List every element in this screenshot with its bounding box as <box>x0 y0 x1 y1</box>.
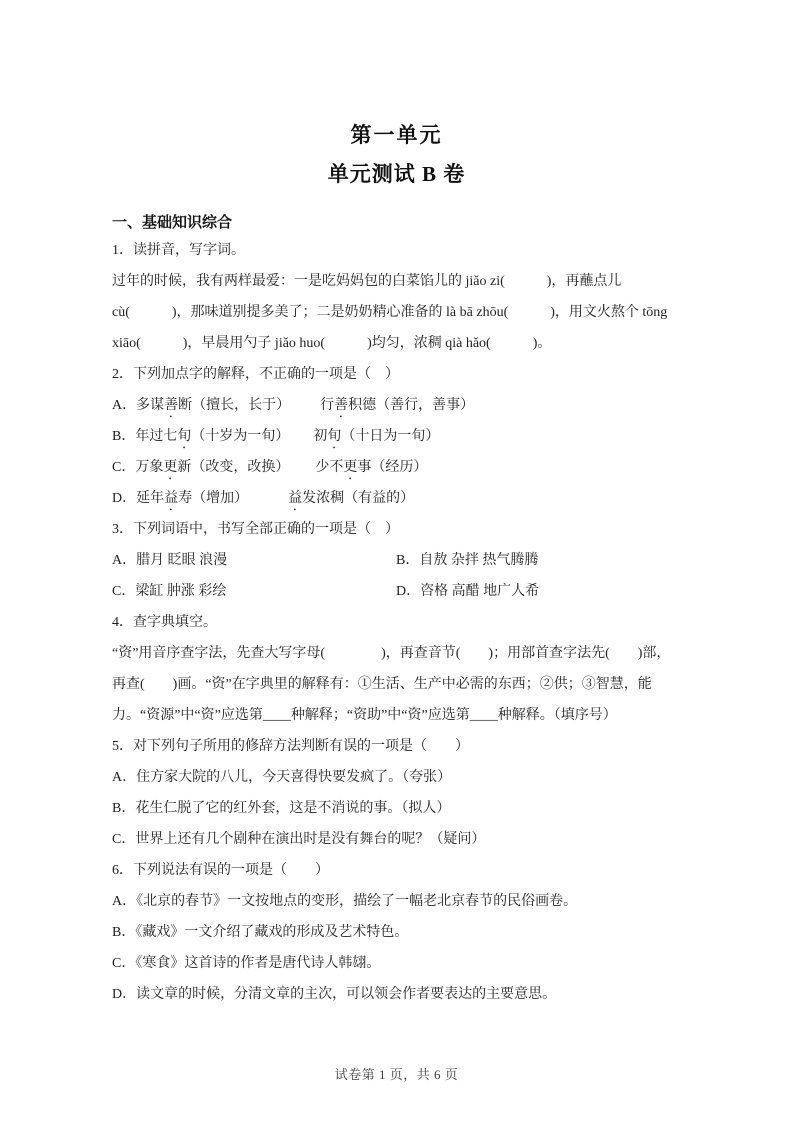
option-cell: B．自敖 杂拌 热气腾腾 <box>396 553 539 568</box>
q1-passage-line1: 过年的时候，我有两样最爱：一是吃妈妈包的白菜馅儿的 jiǎo zi( )，再蘸点儿 <box>112 274 622 289</box>
text-run: 行 <box>320 398 335 413</box>
emphasis-dot-char: 旬 <box>327 429 342 444</box>
q6-option-b: B．《藏戏》一文介绍了藏戏的形成及艺术特色。 <box>112 925 409 940</box>
q1-stem: 1．读拼音，写字词。 <box>112 243 245 258</box>
text-run: 寿（增加） <box>178 491 249 506</box>
column-gap <box>290 408 320 409</box>
q5-stem: 5．对下列句子所用的修辞方法判断有误的一项是（ ） <box>112 739 469 754</box>
q2-option-c <box>112 452 693 483</box>
doc-header <box>0 0 793 187</box>
q3-stem: 3．下列词语中，书写全部正确的一项是（ ） <box>112 522 399 537</box>
text-run: A．多谋 <box>112 398 165 413</box>
text-run: （十岁为一旬） <box>191 429 290 444</box>
q5-option-a: A．住方家大院的八儿，今天喜得快要发疯了。（夸张） <box>112 770 452 785</box>
section-heading: 一、基础知识综合 <box>112 215 233 231</box>
doc-subtitle: 单元测试 B 卷 <box>327 162 466 186</box>
text-run: 发浓稠（有益的） <box>302 491 415 506</box>
emphasis-dot-char: 善 <box>164 398 179 413</box>
text-run: 初 <box>313 429 328 444</box>
text-run: 积德（善行，善事） <box>348 398 475 413</box>
emphasis-dot-char: 益 <box>164 491 179 506</box>
q4-line1: “资”用音序查字法，先查大写字母( )，再查音节( )；用部首查字法先( )部， <box>112 646 671 661</box>
column-gap <box>289 470 315 471</box>
text-run: 断（擅长，长于） <box>178 398 291 413</box>
q4-line2: 再查( )画。“资”在字典里的解释有：①生活、生产中必需的东西；②供；③智慧，能 <box>112 677 652 692</box>
text-run: C．万象 <box>112 460 164 475</box>
option-cell: C．梁缸 肿涨 彩绘 <box>112 584 227 599</box>
q6-option-c: C．《寒食》这首诗的作者是唐代诗人韩翃。 <box>112 956 381 971</box>
doc-title: 第一单元 <box>350 123 443 147</box>
q2-stem: 2．下列加点字的解释，不正确的一项是（ ） <box>112 367 399 382</box>
option-cell: A．腊月 眨眼 浪漫 <box>112 553 228 568</box>
text-run: （十日为一旬） <box>341 429 440 444</box>
q3-options-row2 <box>112 576 693 607</box>
emphasis-dot-char: 善 <box>334 398 349 413</box>
option-cell: D．咨格 高醋 地广人希 <box>396 584 540 599</box>
q5-option-c: C．世界上还有几个剧种在演出时是没有舞台的呢？（疑问） <box>112 832 486 847</box>
q2-option-b <box>112 421 693 452</box>
text-run: B．年过七 <box>112 429 178 444</box>
q4-line3: 力。“资源”中“资”应选第____种解释；“资助”中“资”应选第____种解释。（填序号） <box>112 708 617 723</box>
q2-option-d <box>112 483 693 514</box>
column-gap <box>248 501 288 502</box>
text-run: 事（经历） <box>357 460 428 475</box>
q3-options-row1 <box>112 545 693 576</box>
q2-option-a <box>112 390 693 421</box>
text-run: 少不 <box>315 460 344 475</box>
emphasis-dot-char: 益 <box>288 491 303 506</box>
q6-option-a: A．《北京的春节》一文按地点的变形，描绘了一幅老北京春节的民俗画卷。 <box>112 894 578 909</box>
column-gap <box>289 439 313 440</box>
text-run: 新（改变，改换） <box>177 460 290 475</box>
q4-stem: 4．查字典填空。 <box>112 615 217 630</box>
q5-option-b: B．花生仁脱了它的红外套，这是不消说的事。（拟人） <box>112 801 451 816</box>
q6-stem: 6．下列说法有误的一项是（ ） <box>112 863 329 878</box>
emphasis-dot-char: 旬 <box>177 429 192 444</box>
q1-passage-line3: xiāo( )，早晨用勺子 jiǎo huo( )均匀，浓稠 qià hǎo( )。 <box>112 336 552 351</box>
q1-passage-line2: cù( )，那味道别提多美了；二是奶奶精心准备的 là bā zhōu( )，用文火熬个 tōng <box>112 305 668 320</box>
emphasis-dot-char: 更 <box>343 460 358 475</box>
emphasis-dot-char: 更 <box>163 460 178 475</box>
text-run: D．延年 <box>112 491 165 506</box>
q6-option-d: D．读文章的时候，分清文章的主次，可以领会作者要表达的主要意思。 <box>112 987 557 1002</box>
page-footer: 试卷第 1 页，共 6 页 <box>334 1067 459 1082</box>
doc-body <box>112 235 693 1010</box>
